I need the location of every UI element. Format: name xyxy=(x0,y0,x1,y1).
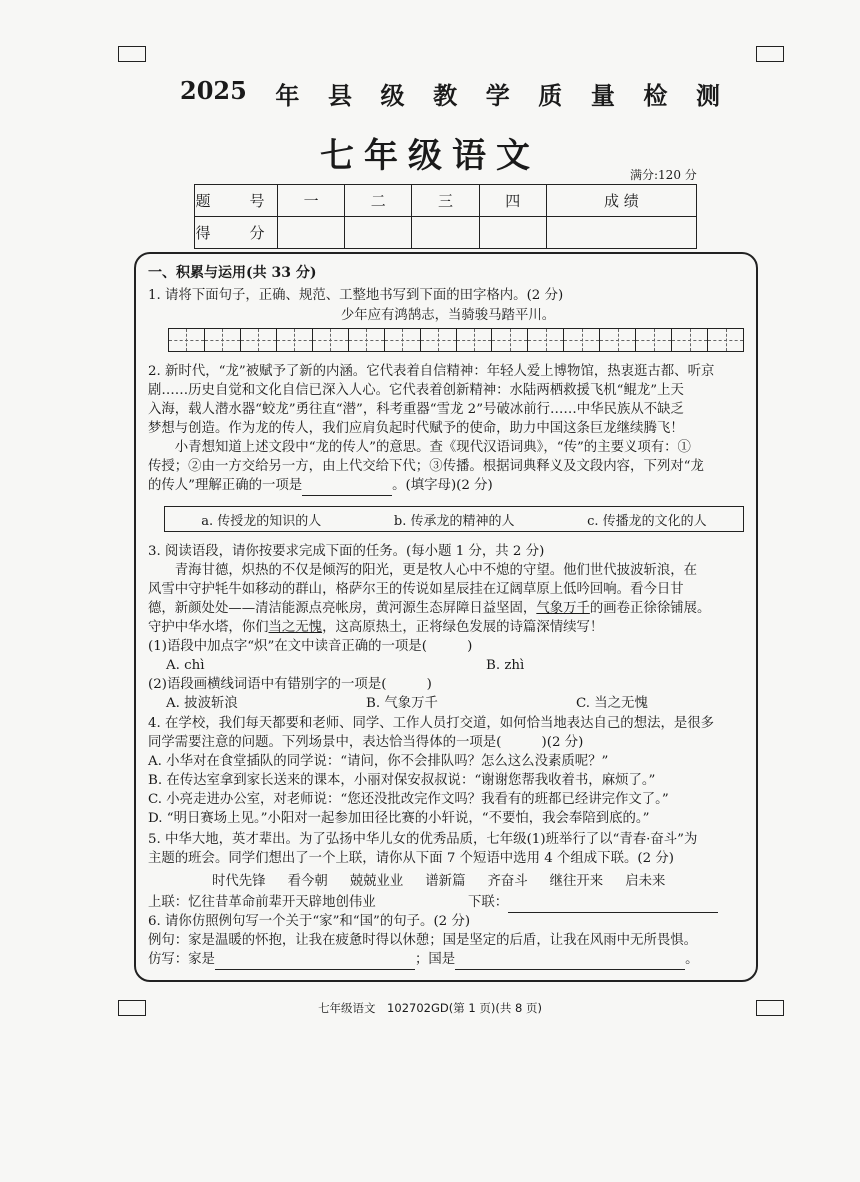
text-span: 。 xyxy=(685,952,699,967)
grid-cell[interactable] xyxy=(349,329,385,351)
score-table-header-row xyxy=(195,185,697,217)
question-2-options xyxy=(164,506,744,532)
text-line: 风雪中守护牦牛如移动的群山，格萨尔王的传说如星辰挂在辽阔草原上低吟回响。看今日甘 xyxy=(148,582,684,597)
phrase: 兢兢业业 xyxy=(349,874,404,889)
score-cell-header: 成 绩 xyxy=(546,185,696,217)
option-b[interactable]: B. zhì xyxy=(486,658,525,673)
grid-cell[interactable] xyxy=(636,329,672,351)
phrase: 谱新篇 xyxy=(425,874,466,889)
writing-grid[interactable] xyxy=(168,328,744,352)
text-line: 4. 在学校，我们每天都要和老师、同学、工作人员打交道，如何恰当地表达自己的想法，是很多 xyxy=(148,716,715,731)
question-6-stem: 6. 请你仿照例句写一个关于“家”和“国”的句子。(2 分) xyxy=(148,914,471,929)
couplet-row xyxy=(148,893,748,913)
grid-cell[interactable] xyxy=(672,329,708,351)
option-c[interactable]: c. 传播龙的文化的人 xyxy=(587,513,707,529)
grid-cell[interactable] xyxy=(205,329,241,351)
question-5 xyxy=(148,830,748,913)
header-char: 级 xyxy=(380,81,405,110)
header-char: 教 xyxy=(433,81,458,110)
header-char: 县 xyxy=(327,81,352,110)
text-line: 剧……历史自觉和文化自信已深入人心。它代表着创新精神：水陆两栖救援飞机“鲲龙”上天 xyxy=(148,383,684,398)
text-span: 的传人”理解正确的一项是 xyxy=(148,478,303,493)
header-char: 学 xyxy=(485,81,510,110)
score-cell-header: 二 xyxy=(345,185,412,217)
header-char: 量 xyxy=(590,81,615,110)
score-cell-blank[interactable] xyxy=(412,217,479,249)
phrase: 看今朝 xyxy=(287,874,328,889)
score-cell-label: 题 号 xyxy=(195,185,278,217)
exam-title: 七年级语文 xyxy=(320,136,540,176)
upper-couplet: 上联：忆往昔革命前辈开天辟地创伟业 xyxy=(148,895,376,910)
option-a[interactable]: a. 传授龙的知识的人 xyxy=(201,513,322,529)
option-a[interactable]: A. 披波斩浪 xyxy=(166,696,238,711)
text-line: 梦想与创造。作为龙的传人，我们应肩负起时代赋予的使命，助力中国这条巨龙继续腾飞！ xyxy=(148,421,684,436)
text-line xyxy=(148,599,748,618)
score-cell-label: 得 分 xyxy=(195,217,278,249)
phrase-list xyxy=(212,872,748,891)
question-2-passage xyxy=(148,362,748,496)
option-a[interactable]: A. chì xyxy=(166,658,205,673)
question-3 xyxy=(148,542,748,713)
phrase: 启未来 xyxy=(625,874,666,889)
score-cell-blank[interactable] xyxy=(345,217,412,249)
text-line xyxy=(148,476,748,496)
option-c[interactable]: C. 小亮走进办公室，对老师说：“您还没批改完作文吗？我看有的班都已经讲完作文了。” xyxy=(148,792,669,807)
section-heading: 一、积累与运用(共 33 分) xyxy=(148,265,317,281)
text-line: 青海甘德，炽热的不仅是倾泻的阳光，更是牧人心中不熄的守望。他们世代披波斩浪，在 xyxy=(174,563,698,578)
option-b[interactable]: B. 在传达室拿到家长送来的课本，小丽对保安叔叔说：“谢谢您帮我收着书，麻烦了。” xyxy=(148,773,656,788)
grid-cell[interactable] xyxy=(385,329,421,351)
corner-mark-top-left xyxy=(118,46,146,62)
underlined-phrase: 气象万千 xyxy=(536,601,590,616)
text-span: 德，新颜处处——清洁能源点亮帐房，黄河源生态屏障日益坚固， xyxy=(148,601,537,616)
sub-question-1: (1)语段中加点字“炽”在文中读音正确的一项是( ) xyxy=(148,639,473,654)
page-footer: 七年级语文 102702GD(第 1 页)(共 8 页) xyxy=(318,1001,542,1015)
grid-cell[interactable] xyxy=(492,329,528,351)
score-cell-header: 四 xyxy=(479,185,546,217)
text-span: ，这高原热土，正将绿色发展的诗篇深情续写！ xyxy=(322,620,604,635)
full-score: 满分:120 分 xyxy=(630,168,697,182)
question-4 xyxy=(148,714,748,828)
grid-cell[interactable] xyxy=(421,329,457,351)
score-cell-blank[interactable] xyxy=(479,217,546,249)
text-line: 2. 新时代，“龙”被赋予了新的内涵。它代表着自信精神：年轻人爱上博物馆，热衷逛古都、听京 xyxy=(148,364,715,379)
question-3-stem: 3. 阅读语段，请你按要求完成下面的任务。(每小题 1 分，共 2 分) xyxy=(148,544,545,559)
question-1: 1. 请将下面句子，正确、规范、工整地书写到下面的田字格内。(2 分) xyxy=(148,288,564,303)
text-span: 守护中华水塔，你们 xyxy=(148,620,269,635)
text-line: 5. 中华大地，英才辈出。为了弘扬中华儿女的优秀品质，七年级(1)班举行了以“青春·奋斗”为 xyxy=(148,832,698,847)
grid-cell[interactable] xyxy=(528,329,564,351)
underlined-phrase: 当之无愧 xyxy=(268,620,323,635)
header-char: 质 xyxy=(538,81,563,110)
text-span: 。(填字母)(2 分) xyxy=(392,478,493,493)
sub-question-2-options xyxy=(148,694,748,713)
option-a[interactable]: A. 小华对在食堂插队的同学说：“请问，你不会排队吗？怎么这么没素质呢？” xyxy=(148,754,609,769)
score-cell-header: 三 xyxy=(412,185,479,217)
lower-couplet-label: 下联： xyxy=(468,895,509,910)
grid-cell[interactable] xyxy=(457,329,493,351)
example-sentence: 例句：家是温暖的怀抱，让我在疲惫时得以休憩；国是坚定的后盾，让我在风雨中无所畏惧。 xyxy=(148,933,698,948)
grid-cell[interactable] xyxy=(241,329,277,351)
text-line xyxy=(148,618,748,637)
option-b[interactable]: B. 气象万千 xyxy=(366,696,438,711)
text-line: 主题的班会。同学们想出了一个上联，请你从下面 7 个短语中选用 4 个组成下联。(2 分) xyxy=(148,851,674,866)
phrase: 时代先锋 xyxy=(212,874,266,889)
text-span: 的画卷正徐徐铺展。 xyxy=(589,601,711,616)
grid-cell[interactable] xyxy=(564,329,600,351)
option-b[interactable]: b. 传承龙的精神的人 xyxy=(393,513,515,529)
question-6 xyxy=(148,912,748,970)
exam-year: 2025 xyxy=(180,76,247,105)
phrase: 继往开来 xyxy=(549,874,604,889)
lower-couplet-blank[interactable] xyxy=(508,893,718,913)
header-char: 年 xyxy=(275,81,300,110)
answer-blank-country[interactable] xyxy=(455,950,685,970)
corner-mark-top-right xyxy=(756,46,784,62)
option-c[interactable]: C. 当之无愧 xyxy=(576,696,648,711)
header-char: 测 xyxy=(696,81,720,110)
sub-question-1-options xyxy=(148,656,748,675)
phrase: 齐奋斗 xyxy=(487,874,528,889)
question-1-sentence: 少年应有鸿鹄志，当骑骏马踏平川。 xyxy=(340,308,556,323)
text-line: 传授；②由一方交给另一方，由上代交给下代；③传播。根据词典释义及文段内容，下列对“龙 xyxy=(148,459,704,474)
option-d[interactable]: D. “明日赛场上见。”小阳对一起参加田径比赛的小轩说，“不要怕，我会奉陪到底的。” xyxy=(148,811,650,826)
text-line: 小青想知道上述文段中“龙的传人”的意思。查《现代汉语词典》，“传”的主要义项有：① xyxy=(174,440,691,455)
score-table-score-row xyxy=(195,217,697,249)
answer-blank[interactable] xyxy=(302,476,392,496)
text-span: 仿写：家是 xyxy=(148,952,215,967)
score-cell-blank[interactable] xyxy=(278,217,345,249)
grid-cell[interactable] xyxy=(600,329,636,351)
exam-header xyxy=(180,76,720,111)
grid-cell[interactable] xyxy=(313,329,349,351)
text-line: 入海，载人潜水器“蛟龙”勇往直“潜”，科考重器“雪龙 2”号破冰前行……中华民族从不缺乏 xyxy=(148,402,684,417)
score-table xyxy=(194,184,697,249)
text-line: 同学需要注意的问题。下列场景中，表达恰当得体的一项是( )(2 分) xyxy=(148,735,584,750)
text-span: ；国是 xyxy=(414,952,456,967)
grid-cell[interactable] xyxy=(169,329,205,351)
grid-cell[interactable] xyxy=(277,329,313,351)
answer-blank-home[interactable] xyxy=(215,950,415,970)
imitation-row xyxy=(148,950,748,970)
score-cell-header: 一 xyxy=(278,185,345,217)
header-char: 检 xyxy=(643,81,668,110)
grid-cell[interactable] xyxy=(708,329,743,351)
score-cell-blank[interactable] xyxy=(546,217,696,249)
sub-question-2: (2)语段画横线词语中有错别字的一项是( ) xyxy=(148,677,432,692)
